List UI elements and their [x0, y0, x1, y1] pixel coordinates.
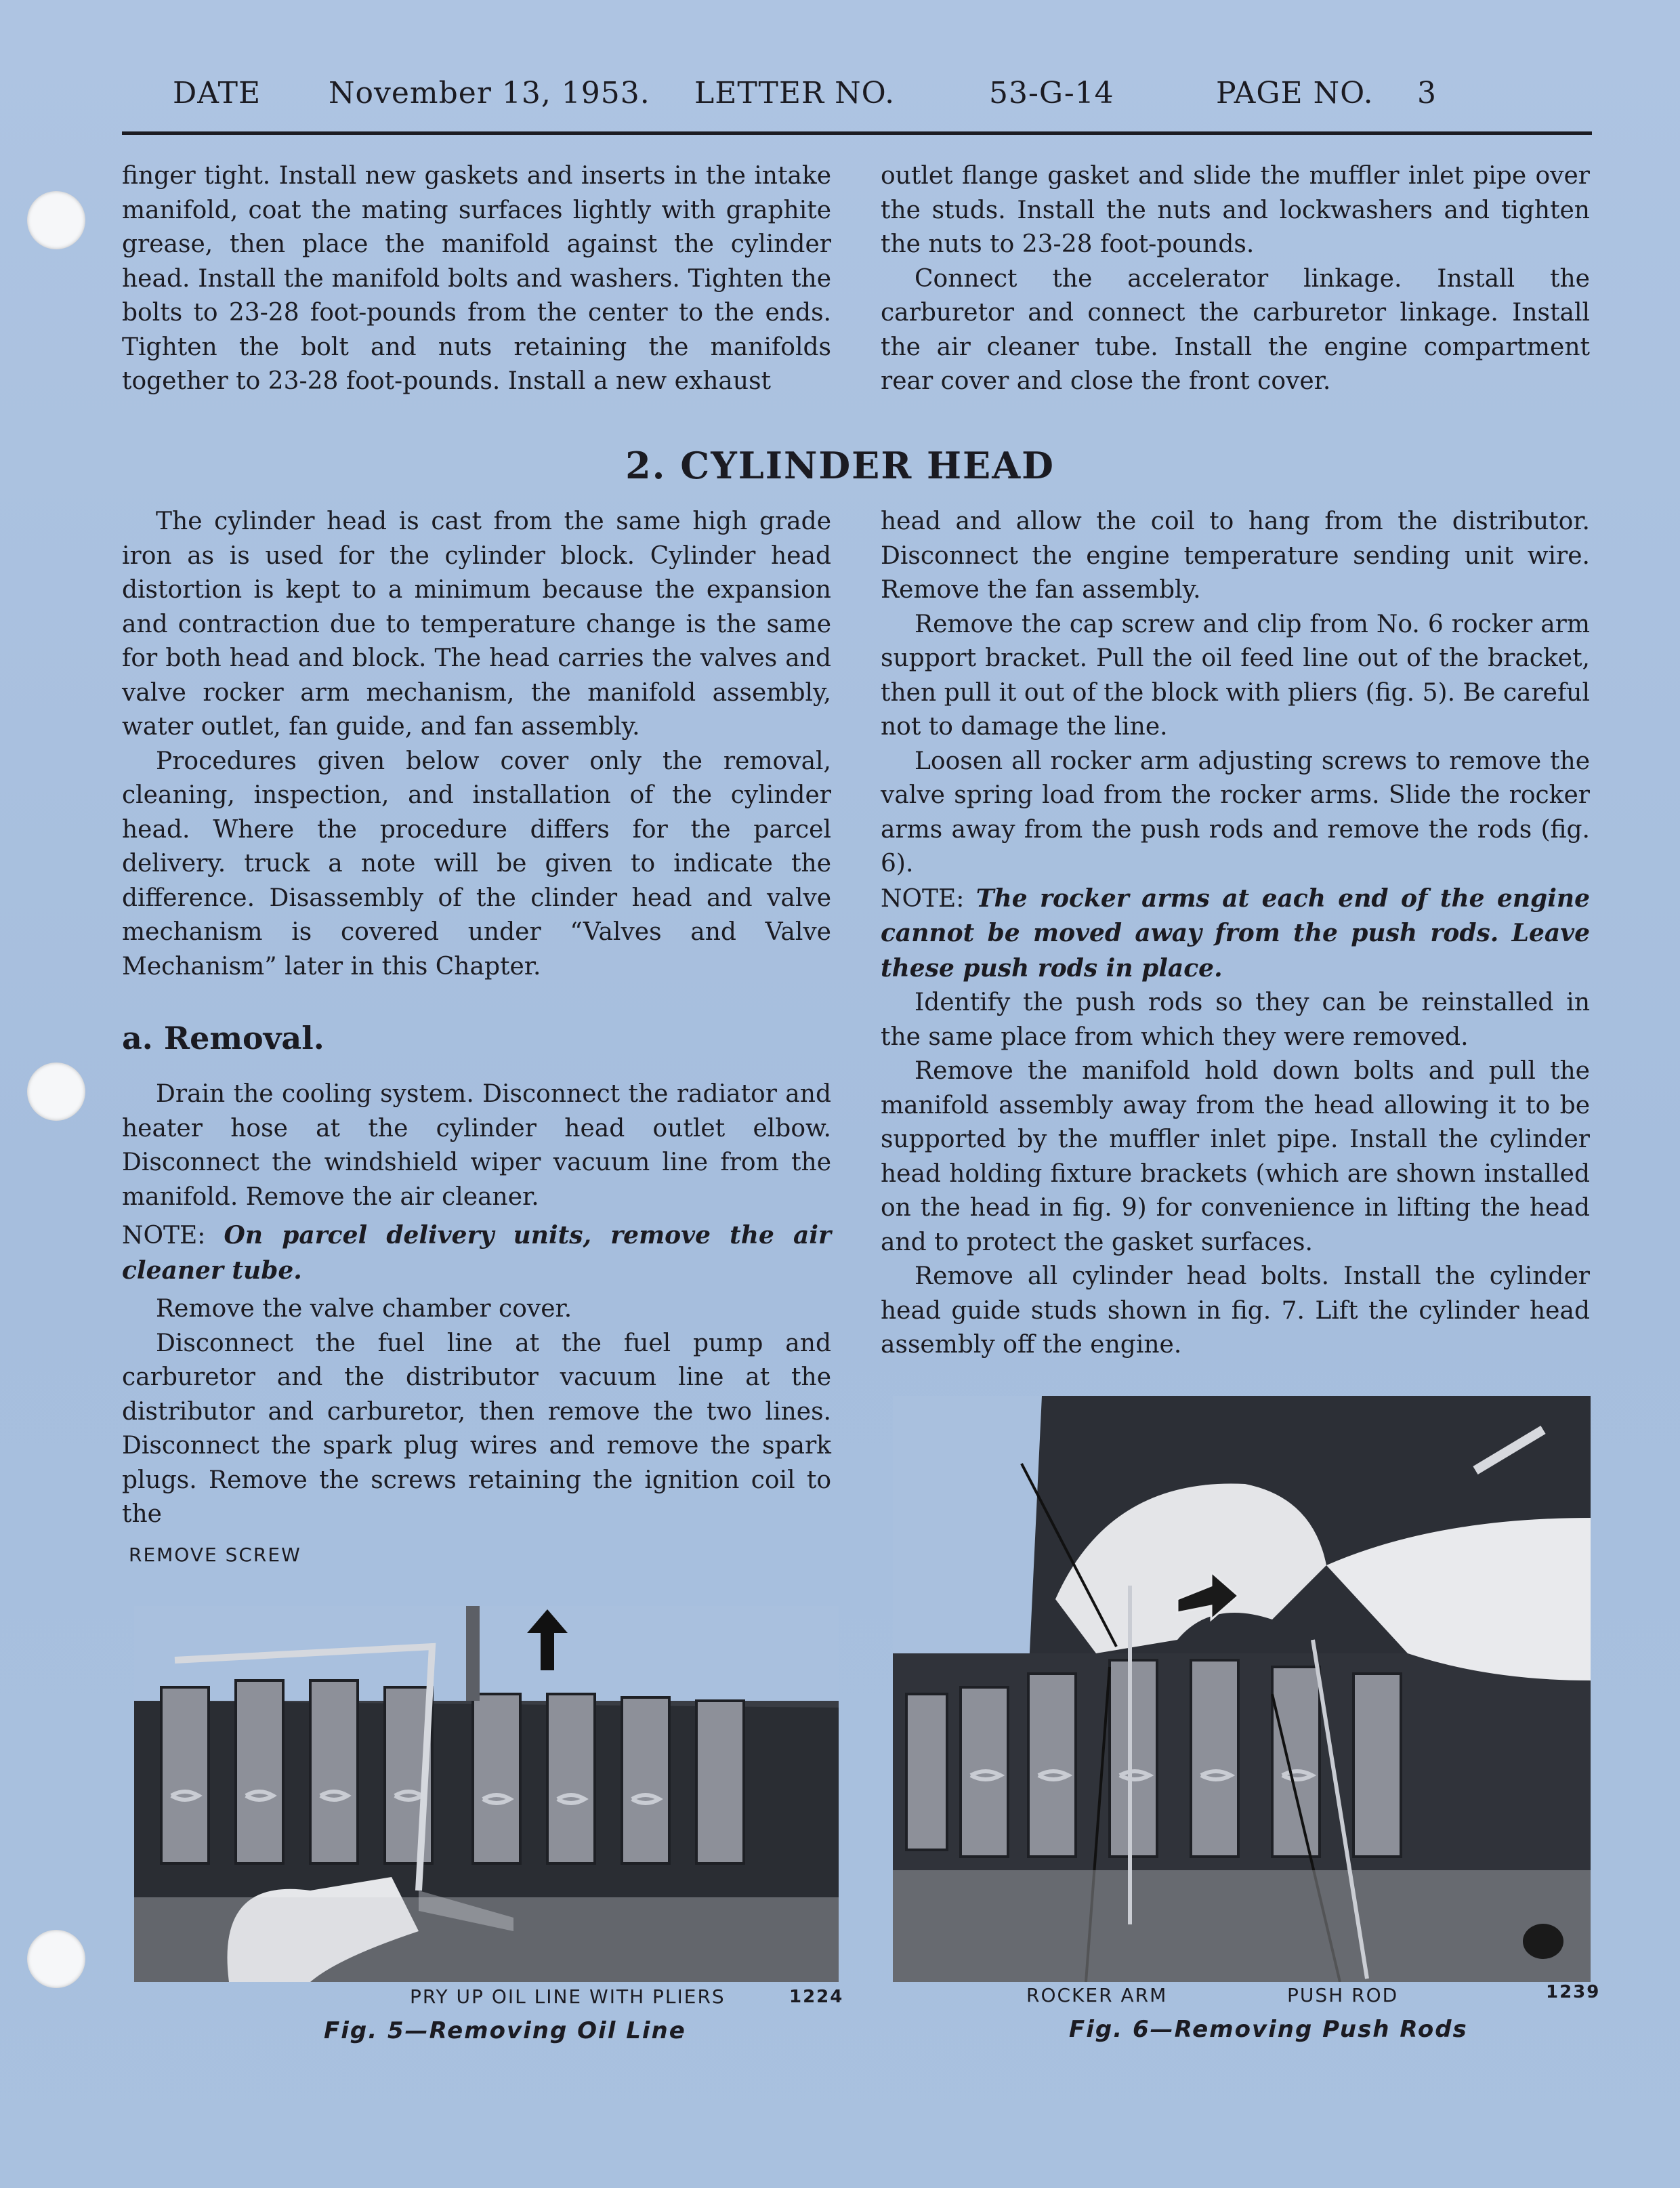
figure-5-photo: [134, 1606, 839, 1982]
section-title: 2. CYLINDER HEAD: [625, 444, 1055, 487]
letter-value: 53-G-14: [989, 76, 1114, 110]
paragraph: head and allow the coil to hang from the distributor. Disconnect the engine temperature sending unit wire. Remove the fan assembly.: [881, 508, 1590, 604]
note: [122, 1218, 831, 1288]
date-value: November 13, 1953.: [329, 76, 650, 110]
punch-hole: [27, 1062, 85, 1121]
note-label: NOTE:: [881, 884, 965, 913]
intro-column: [122, 505, 831, 984]
paragraph: Connect the accelerator linkage. Install the carburetor and connect the carburetor linkage. Install the air cleaner tube. Install the engine compartment rear cover and close the front cover.: [881, 264, 1590, 395]
paragraph: Remove the valve chamber cover.: [156, 1295, 572, 1323]
engine-photo-illustration: [134, 1606, 839, 1982]
paragraph: Remove the cap screw and clip from No. 6 rocker arm support bracket. Pull the oil feed line out of the bracket, then pull it out of the block with pliers (fig. 5). Be careful not to damage the line.: [881, 610, 1590, 741]
fig6-caption: Fig. 6—Removing Push Rods: [1069, 2016, 1468, 2043]
fig5-label-pry-up: PRY UP OIL LINE WITH PLIERS: [410, 1985, 726, 2008]
note-label: NOTE:: [122, 1222, 206, 1250]
top-left-column: [122, 159, 831, 399]
paragraph: The cylinder head is cast from the same high grade iron as is used for the cylinder block. Cylinder head distortion is kept to a minimum because the expansion and contraction due to temperature change is the same for both head and block. The head carries the valves and valve rocker arm mechanism, the manifold assembly, water outlet, fan guide, and fan assembly.: [122, 508, 831, 741]
punch-hole: [27, 191, 85, 249]
paragraph: Drain the cooling system. Disconnect the radiator and heater hose at the cylinder head outlet elbow. Disconnect the windshield wiper vacuum line from the manifold. Remove the air cleaner.: [122, 1080, 831, 1211]
paragraph: Identify the push rods so they can be reinstalled in the same place from which they were removed.: [881, 989, 1590, 1051]
paragraph: Remove the manifold hold down bolts and pull the manifold assembly away from the head allowing it to be supported by the muffler inlet pipe. Install the cylinder head holding fixture brackets (which are shown installed on the head in fig. 9) for convenience in lifting the head and to protect the gasket surfaces.: [881, 1057, 1590, 1256]
letter-label: LETTER NO.: [694, 76, 896, 110]
paragraph: finger tight. Install new gaskets and inserts in the intake manifold, coat the mating surfaces lightly with graphite grease, then place the manifold against the cylinder head. Install the manifold bolts and washers. Tighten the bolts to 23-28 foot-pounds from the center to the ends. Tighten the bolt and nuts retaining the manifolds together to 23-28 foot-pounds. Install a new exhaust: [122, 162, 831, 395]
engine-photo-illustration: [893, 1396, 1591, 1982]
fig5-label-remove-screw: REMOVE SCREW: [129, 1544, 301, 1566]
paragraph: Loosen all rocker arm adjusting screws to remove the valve spring load from the rocker arms. Slide the rocker arms away from the push rods and remove the rods (fig. 6).: [881, 747, 1590, 878]
fig6-number: 1239: [1546, 1982, 1601, 2002]
paragraph: outlet flange gasket and slide the muffler inlet pipe over the studs. Install the nuts and lockwashers and tighten the nuts to 23-28 foot-pounds.: [881, 162, 1590, 258]
fig6-label-rocker-arm: ROCKER ARM: [1026, 1984, 1168, 2006]
fig6-label-push-rod: PUSH ROD: [1287, 1984, 1399, 2006]
paragraph: Disconnect the fuel line at the fuel pump and carburetor and the distributor vacuum line at the distributor and carburetor, then remove the two lines. Disconnect the spark plug wires and remove the spark plugs. Remove the screws retaining the ignition coil to the: [122, 1329, 831, 1528]
paragraph: Procedures given below cover only the removal, cleaning, inspection, and installation of the cylinder head. Where the procedure differs for the parcel delivery. truck a note will be given to indicate the difference. Disassembly of the clinder head and valve mechanism is covered under “Valves and Valve Mechanism” later in this Chapter.: [122, 747, 831, 981]
page-header: [122, 76, 1592, 135]
top-right-column: [881, 159, 1590, 399]
page-label: PAGE NO.: [1216, 76, 1374, 110]
figure-6-photo: [893, 1396, 1591, 1982]
note-text: The rocker arms at each end of the engine cannot be moved away from the push rods. Leave these push rods in place.: [881, 884, 1590, 983]
fig5-number: 1224: [789, 1987, 844, 2007]
paragraph: Remove all cylinder head bolts. Install the cylinder head guide studs shown in fig. 7. Lift the cylinder head assembly off the engine.: [881, 1262, 1590, 1359]
subsection-title: a. Removal.: [122, 1020, 324, 1056]
page-value: 3: [1417, 76, 1437, 110]
removal-column: [122, 1077, 831, 1532]
date-label: DATE: [173, 76, 261, 110]
right-column: [881, 505, 1590, 1363]
punch-hole: [27, 1930, 85, 1988]
fig5-caption: Fig. 5—Removing Oil Line: [324, 2017, 686, 2044]
note: [881, 882, 1590, 987]
note-text: On parcel delivery units, remove the air cleaner tube.: [122, 1221, 831, 1285]
